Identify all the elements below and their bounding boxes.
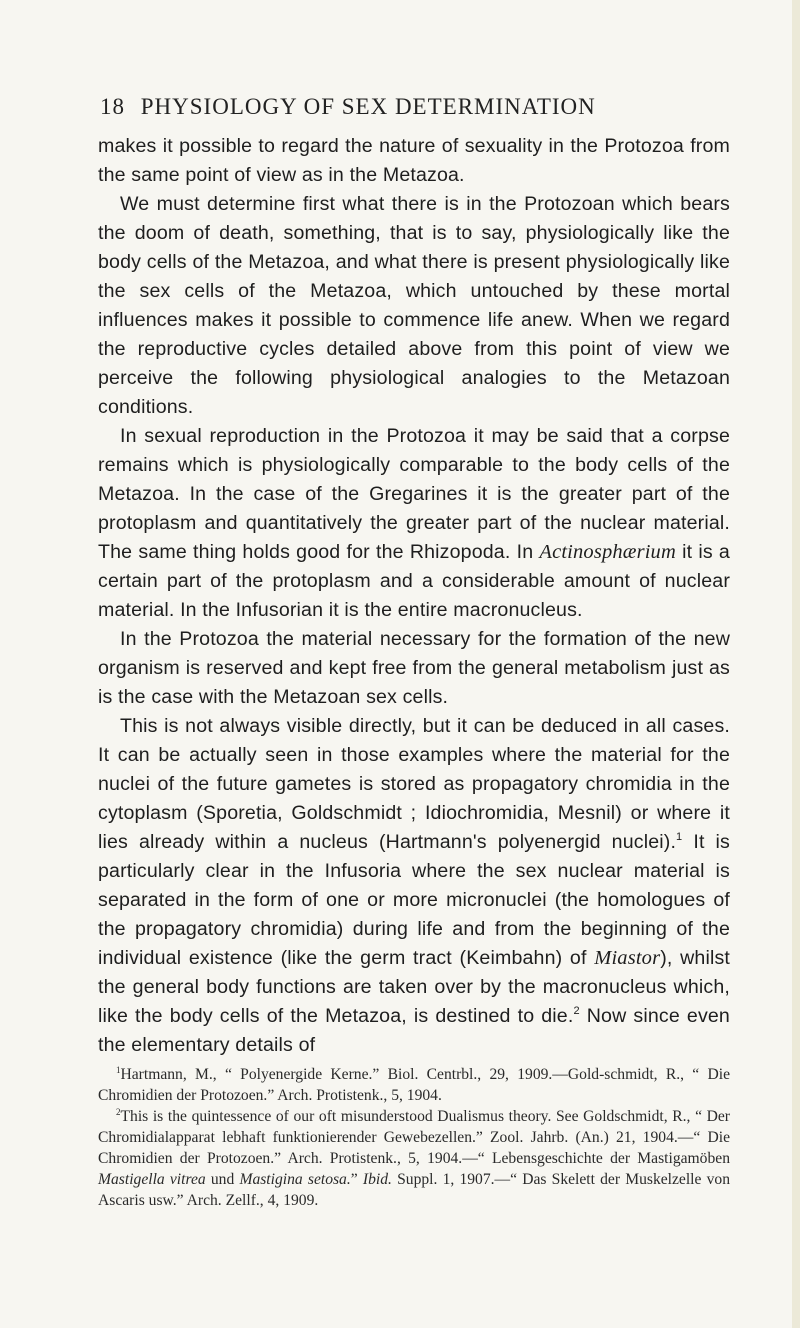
footnotes xyxy=(98,1064,730,1211)
footnote-text: Suppl. 1, 1907.—“ Das Skelett der Muskelzelle von Ascaris usw.” Arch. Zellf., 4, 1909. xyxy=(98,1171,731,1209)
footnote-ref: 2 xyxy=(573,1005,580,1017)
italic-term: Mastigina setosa. xyxy=(239,1171,351,1188)
text-run: This is not always visible directly, but it can be deduced in all cases. It can be actually seen in those examples where the material for the nuclei of the future gametes is stored as propagatory chromidia in the cytoplasm (Sporetia, Goldschmidt ; Idiochromidia, Mesnil) or where it lies already within a nucleus (Hartmann's polyenergid nuclei). xyxy=(98,715,730,853)
footnote xyxy=(98,1106,730,1211)
body-text xyxy=(98,132,730,1060)
paragraph: We must determine first what there is in the Protozoan which bears the doom of death, something, that is to say, physiologically like the body cells of the Metazoa, and what there is present physiologically like the sex cells of the Metazoa, which untouched by these mortal influences makes it possible to commence life anew. When we regard the reproductive cycles detailed above from this point of view we perceive the following physiological analogies to the Metazoan conditions. xyxy=(98,193,730,418)
paragraph: In the Protozoa the material necessary for the formation of the new organism is reserved and kept free from the general metabolism just as is the case with the Metazoan sex cells. xyxy=(98,628,730,708)
text-run: ), whilst the general body functions are taken over by the macronucleus which, like the body cells of the Metazoa, is destined to die. xyxy=(98,947,730,1027)
text-run: In sexual reproduction in the Protozoa it may be said that a corpse remains which is physiologically comparable to the body cells of the Metazoa. In the case of the Gregarines it is the greater part of the protoplasm and quantitatively the greater part of the nuclear material. The same thing holds good for the Rhizopoda. In xyxy=(98,425,730,563)
footnote-text: und xyxy=(210,1171,235,1188)
footnote xyxy=(98,1064,730,1106)
footnote-text: Hartmann, M., “ Polyenergide Kerne.” Biol. Centrbl., 29, 1909.—Gold-schmidt, R., “ Die Chromidien der Protozoen.” Arch. Protistenk., 5, 1904. xyxy=(98,1066,730,1104)
footnote-text: ” xyxy=(350,1171,358,1188)
book-page xyxy=(98,94,730,1211)
paragraph: makes it possible to regard the nature of sexuality in the Protozoa from the same point of view as in the Metazoa. xyxy=(98,135,730,186)
italic-term: Mastigella vitrea xyxy=(98,1171,206,1188)
italic-term: Miastor xyxy=(594,947,661,969)
text-run: It is particularly clear in the Infusoria where the sex nuclear material is separated in the form of one or more micronuclei (the homologues of the propagatory chromidia) during life and from the beginning of the individual existence (like the germ tract (Keimbahn) of xyxy=(98,831,730,969)
paragraph xyxy=(98,422,730,625)
running-title: PHYSIOLOGY OF SEX DETERMINATION xyxy=(140,94,596,119)
text-run: it is a certain part of the protoplasm and a considerable amount of nuclear material. In the Infusorian it is the entire macronucleus. xyxy=(98,541,730,621)
footnote-mark: 2 xyxy=(116,1107,121,1117)
text-run: Now since even the elementary details of xyxy=(98,1005,730,1056)
italic-term: Ibid. xyxy=(362,1171,392,1188)
paragraph xyxy=(98,712,730,1060)
running-header xyxy=(100,94,730,120)
footnote-text: This is the quintessence of our oft misunderstood Dualismus theory. See Goldschmidt, R., “ Der Chromidialapparat lebhaft funktionierender Gewebezellen.” Zool. Jahrb. (An.) 21, 1904.—“ Die Chromidien der Protozoen.” Arch. Protistenk., 5, 1904.—“ Lebensgeschichte der Mastigamöben xyxy=(98,1108,730,1167)
italic-term: Actinosphærium xyxy=(539,541,676,563)
page-edge-shadow xyxy=(792,0,800,1328)
footnote-ref: 1 xyxy=(676,831,683,843)
page-number: 18 xyxy=(100,94,125,119)
footnote-mark: 1 xyxy=(116,1065,121,1075)
